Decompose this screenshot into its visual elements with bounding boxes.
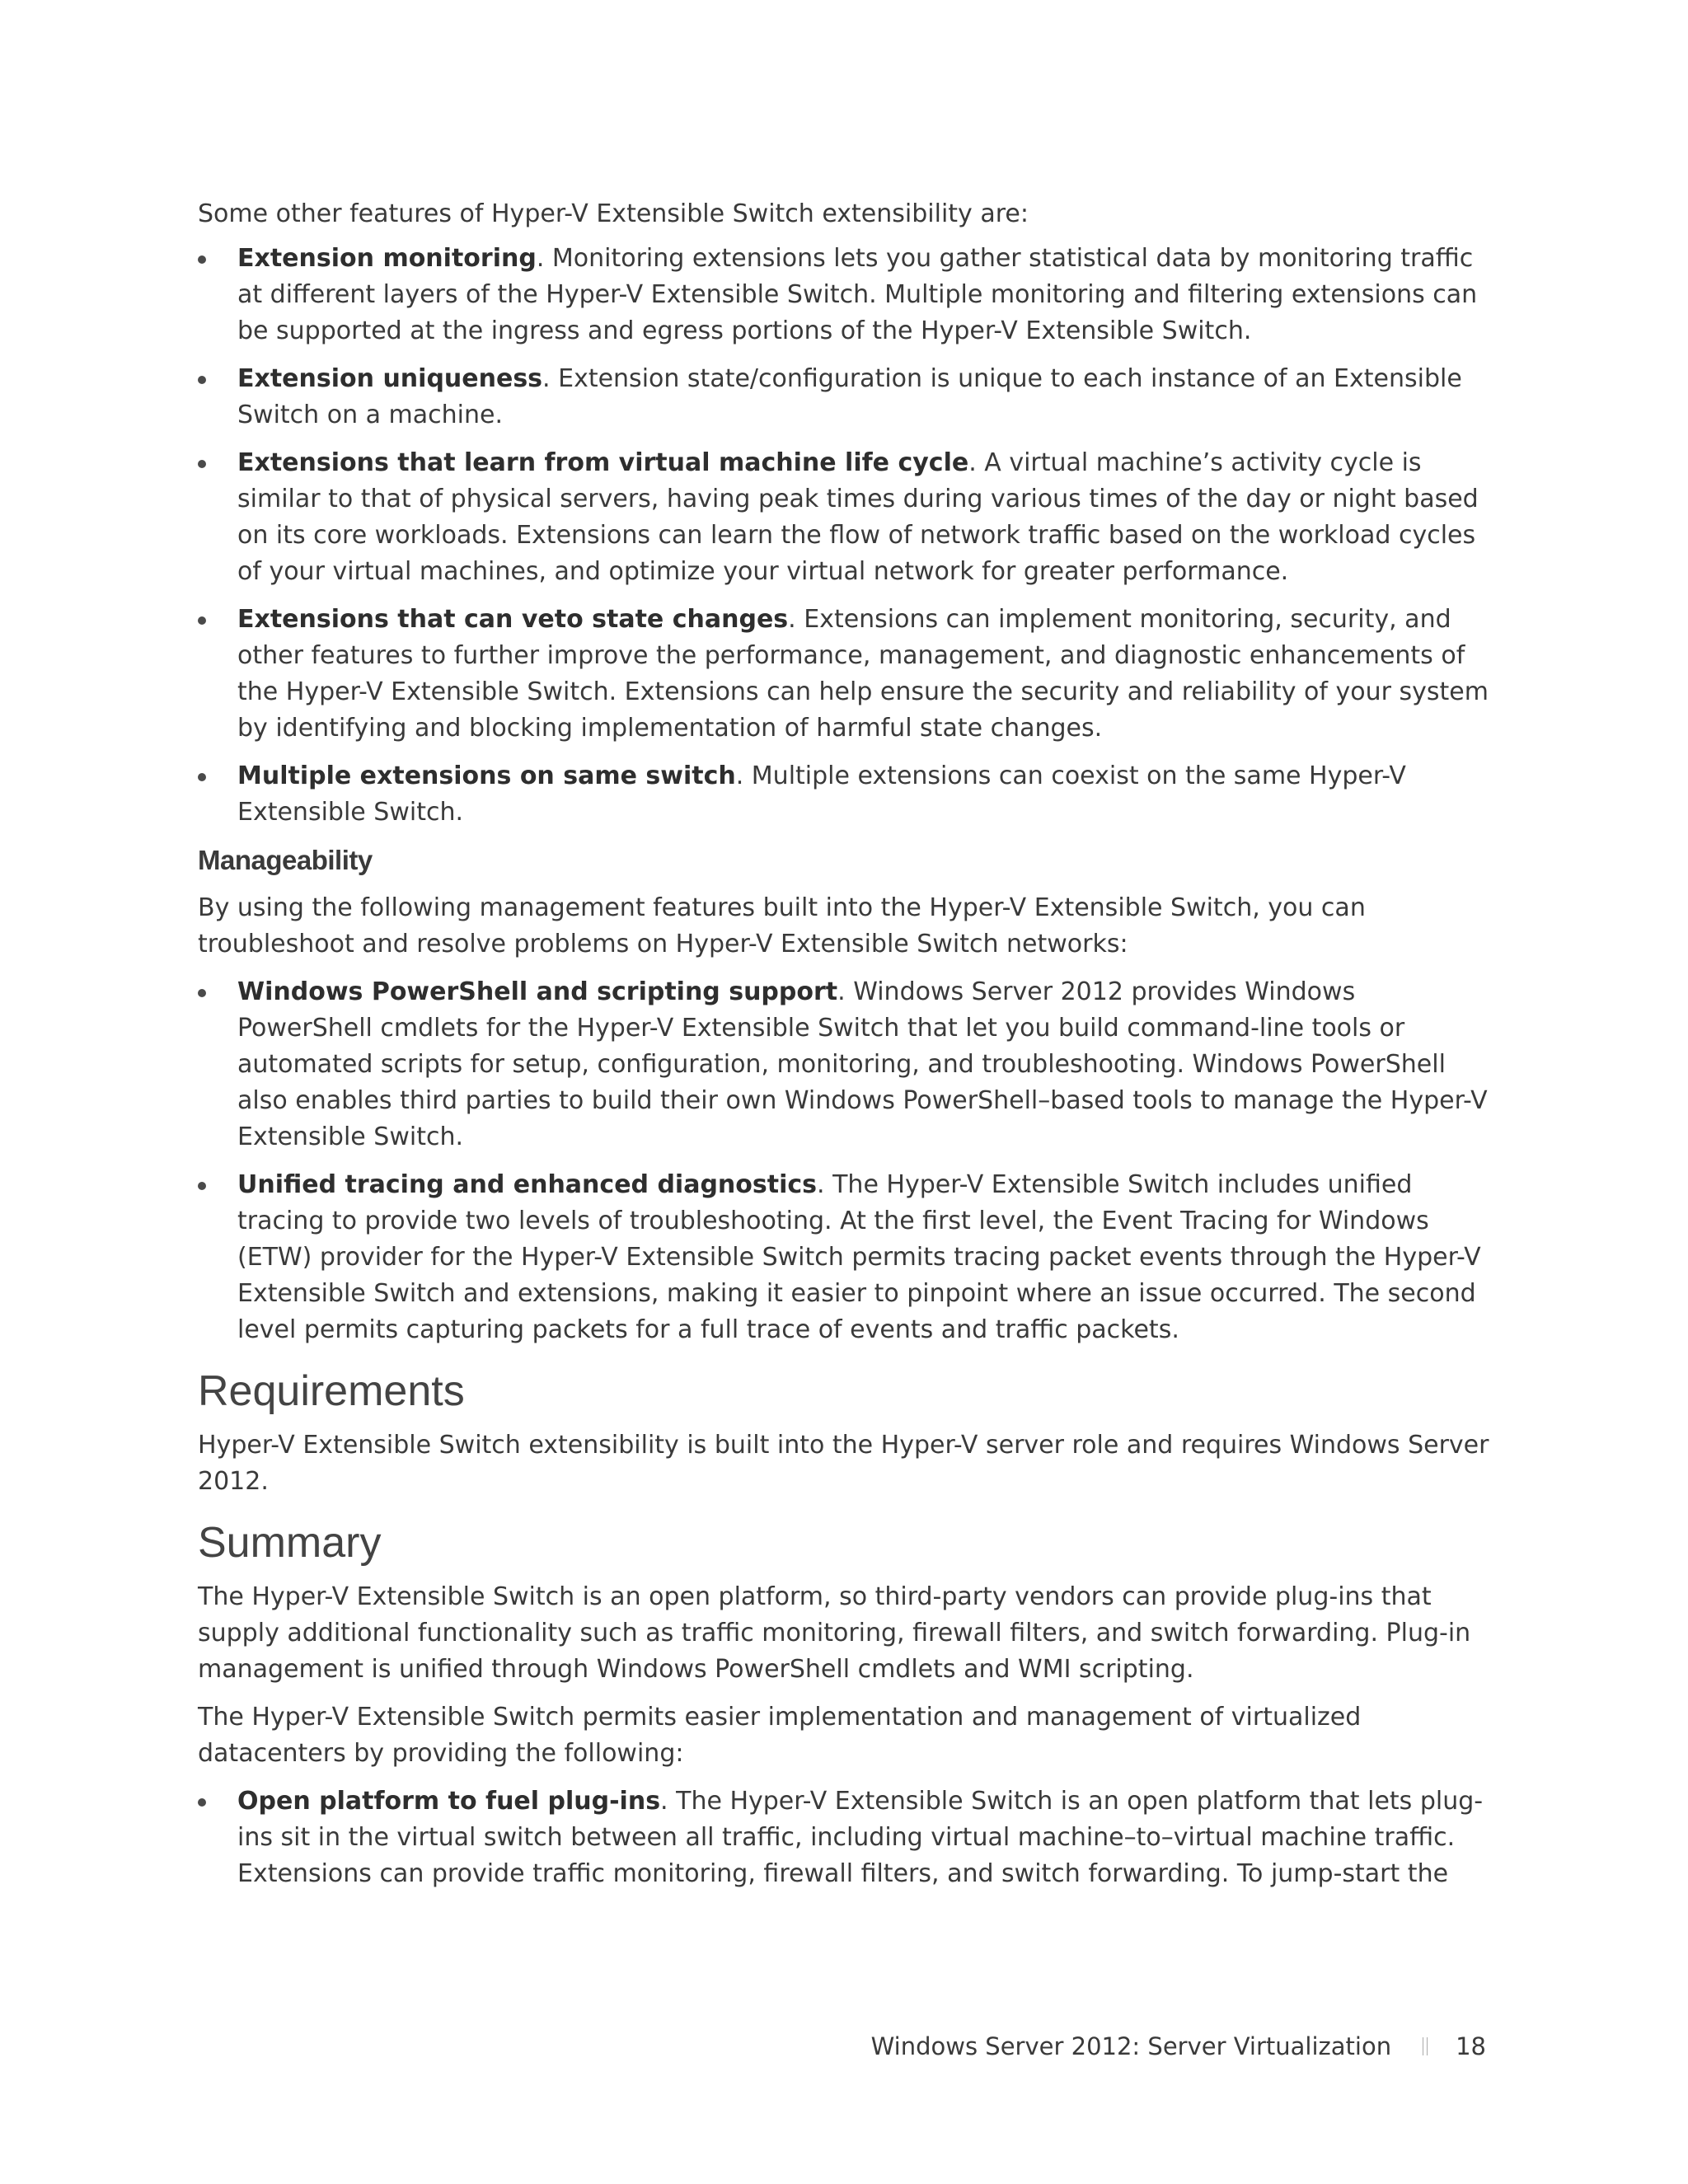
summary-paragraph-2: The Hyper-V Extensible Switch permits easier implementation and management of virtualized datacenters by providing the following: bbox=[198, 1703, 1362, 1768]
list-item-text: . A virtual machine’s activity cycle is similar to that of physical servers, having peak times during various times of the day or night based on its core workloads. Extensions can learn the flow of network traffic based on the workload cycles of your virtual machines, and optimize your virtual network for greater performance. bbox=[237, 448, 1479, 586]
list-item-text: . The Hyper-V Extensible Switch is an open platform that lets plug-ins sit in the virtual switch between all traffic, including virtual machine–to–virtual machine traffic. Extensions can provide traffic monitoring, firewall filters, and switch forwarding. To jump-start the bbox=[237, 1787, 1484, 1888]
list-item-title: Open platform to fuel plug-ins bbox=[237, 1787, 661, 1816]
list-item bbox=[198, 361, 1496, 434]
list-item-text: . Monitoring extensions lets you gather statistical data by monitoring traffic at different layers of the Hyper-V Extensible Switch. Multiple monitoring and filtering extensions can be supported at the ingress and egress portions of the Hyper-V Extensible Switch. bbox=[237, 244, 1478, 345]
list-item-text: . Multiple extensions can coexist on the same Hyper-V Extensible Switch. bbox=[237, 762, 1406, 827]
list-item bbox=[198, 602, 1496, 747]
footer-document-title: Windows Server 2012: Server Virtualization bbox=[870, 2032, 1392, 2060]
bullet-icon bbox=[198, 616, 206, 625]
bullet-icon bbox=[198, 1182, 206, 1190]
list-item bbox=[198, 974, 1496, 1155]
summary-paragraph-1: The Hyper-V Extensible Switch is an open platform, so third-party vendors can provide plug-ins that supply additional functionality such as traffic monitoring, firewall filters, and switch forwarding. Plug-in management is unified through Windows PowerShell cmdlets and WMI scripting. bbox=[198, 1582, 1471, 1684]
list-item bbox=[198, 1167, 1496, 1348]
list-item-text: . Extensions can implement monitoring, security, and other features to further improve the performance, management, and diagnostic enhancements of the Hyper-V Extensible Switch. Extensions can help ensure the security and reliability of your system by identifying and blocking implementation of harmful state changes. bbox=[237, 605, 1489, 743]
list-item-text: . Extension state/configuration is unique to each instance of an Extensible Switch on a machine. bbox=[237, 364, 1462, 429]
features-list bbox=[198, 241, 1496, 831]
manageability-list bbox=[198, 974, 1496, 1348]
list-item-text: . Windows Server 2012 provides Windows PowerShell cmdlets for the Hyper-V Extensible Switch that let you build command-line tools or automated scripts for setup, configuration, monitoring, and troubleshooting. Windows PowerShell also enables third parties to build their own Windows PowerShell–based tools to manage the Hyper-V Extensible Switch. bbox=[237, 977, 1488, 1151]
list-item-title: Extensions that can veto state changes bbox=[237, 605, 789, 634]
requirements-heading: Requirements bbox=[198, 1367, 465, 1415]
bullet-icon bbox=[198, 460, 206, 468]
manageability-intro: By using the following management features built into the Hyper-V Extensible Switch, you can troubleshoot and resolve problems on Hyper-V Extensible Switch networks: bbox=[198, 893, 1366, 958]
footer-separator bbox=[1423, 2037, 1428, 2055]
list-item bbox=[198, 1783, 1496, 1892]
manageability-heading: Manageability bbox=[198, 845, 373, 875]
list-item-title: Unified tracing and enhanced diagnostics bbox=[237, 1170, 818, 1199]
list-item bbox=[198, 445, 1496, 590]
bullet-icon bbox=[198, 255, 206, 264]
list-item bbox=[198, 241, 1496, 349]
bullet-icon bbox=[198, 989, 206, 997]
bullet-icon bbox=[198, 376, 206, 384]
requirements-text: Hyper-V Extensible Switch extensibility is built into the Hyper-V server role and requires Windows Server 2012. bbox=[198, 1431, 1489, 1496]
summary-heading: Summary bbox=[198, 1519, 382, 1567]
list-item-title: Extensions that learn from virtual machine life cycle bbox=[237, 448, 969, 477]
document-page bbox=[198, 196, 1496, 1904]
summary-list bbox=[198, 1783, 1496, 1892]
list-item-text: . The Hyper-V Extensible Switch includes unified tracing to provide two levels of troubleshooting. At the first level, the Event Tracing for Windows (ETW) provider for the Hyper-V Extensible Switch permits tracing packet events through the Hyper-V Extensible Switch and extensions, making it easier to pinpoint where an issue occurred. The second level permits capturing packets for a full trace of events and traffic packets. bbox=[237, 1170, 1481, 1344]
list-item-title: Extension monitoring bbox=[237, 244, 537, 273]
bullet-icon bbox=[198, 773, 206, 781]
list-item bbox=[198, 758, 1496, 831]
features-intro: Some other features of Hyper-V Extensible Switch extensibility are: bbox=[198, 199, 1029, 228]
bullet-icon bbox=[198, 1798, 206, 1807]
list-item-title: Windows PowerShell and scripting support bbox=[237, 977, 838, 1006]
list-item-title: Extension uniqueness bbox=[237, 364, 543, 393]
list-item-title: Multiple extensions on same switch bbox=[237, 762, 736, 790]
page-footer bbox=[871, 2030, 1486, 2063]
page-number: 18 bbox=[1456, 2032, 1486, 2060]
